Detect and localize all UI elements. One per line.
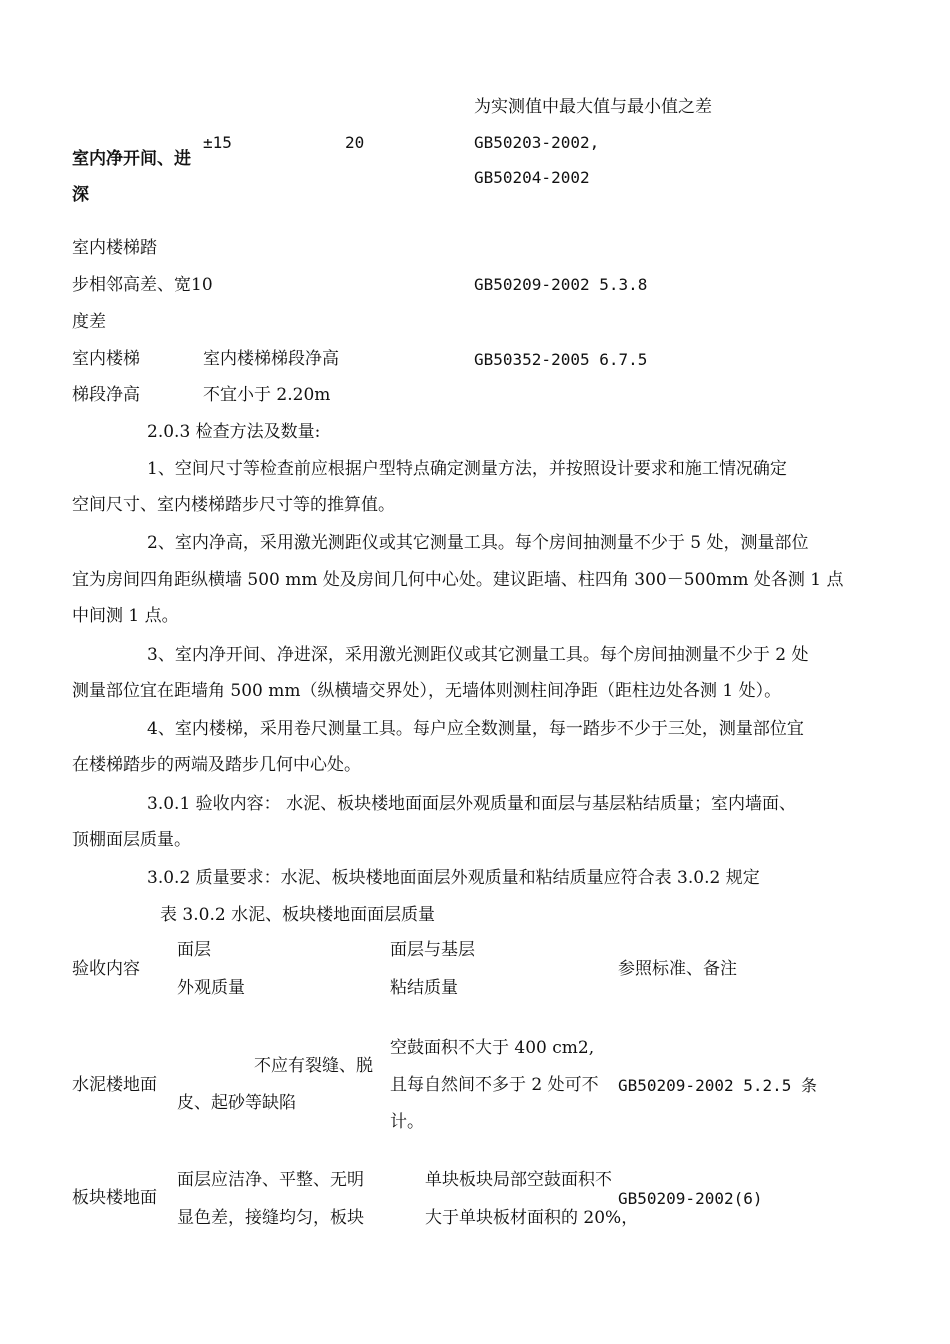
block-floor-label: 板块楼地面 — [72, 1188, 157, 1208]
block-appearance-2: 显色差，接缝均匀，板块 — [177, 1208, 364, 1228]
header-bond-1: 面层与基层 — [390, 940, 475, 960]
header-bond-2: 粘结质量 — [390, 978, 458, 998]
paragraph-4-line-2: 在楼梯踏步的两端及踏步几何中心处。 — [72, 755, 361, 775]
row1-item-label-2: 深 — [72, 185, 89, 205]
row3-requirement-1: 室内楼梯梯段净高 — [203, 349, 339, 369]
block-appearance-1: 面层应洁净、平整、无明 — [177, 1170, 364, 1190]
row1-tolerance: ±15 — [203, 133, 232, 152]
cement-bond-2: 且每自然间不多于 2 处可不 — [390, 1075, 599, 1095]
cement-bond-1: 空鼓面积不大于 400 cm2, — [390, 1038, 595, 1058]
cement-appearance-2: 皮、起砂等缺陷 — [177, 1093, 296, 1113]
row1-remark: 为实测值中最大值与最小值之差 — [474, 97, 712, 117]
paragraph-3-line-1: 3、室内净开间、净进深，采用激光测距仪或其它测量工具。每个房间抽测量不少于 2 处 — [147, 645, 809, 665]
row3-item-label-1: 室内楼梯 — [72, 349, 140, 369]
row1-standard-1: GB50203-2002, — [474, 133, 600, 152]
cement-bond-3: 计。 — [390, 1112, 424, 1132]
row3-item-label-2: 梯段净高 — [72, 385, 140, 405]
header-reference: 参照标准、备注 — [618, 959, 737, 979]
section-301-line-2: 顶棚面层质量。 — [72, 830, 191, 850]
section-302-text: 3.0.2 质量要求：水泥、板块楼地面面层外观质量和粘结质量应符合表 3.0.2 规定 — [147, 868, 760, 888]
row2-standard: GB50209-2002 5.3.8 — [474, 275, 648, 294]
paragraph-2-line-3: 中间测 1 点。 — [72, 606, 179, 626]
row3-requirement-2: 不宜小于 2.20m — [203, 385, 331, 405]
row2-item-label-2: 步相邻高差、宽10 — [72, 275, 213, 295]
header-appearance-2: 外观质量 — [177, 978, 245, 998]
row1-standard-2: GB50204-2002 — [474, 168, 590, 187]
row3-standard: GB50352-2005 6.7.5 — [474, 350, 648, 369]
paragraph-1-line-2: 空间尺寸、室内楼梯踏步尺寸等的推算值。 — [72, 495, 395, 515]
header-inspection-item: 验收内容 — [72, 959, 140, 979]
cement-floor-label: 水泥楼地面 — [72, 1075, 157, 1095]
paragraph-2-line-2: 宜为房间四角距纵横墙 500 mm 处及房间几何中心处。建议距墙、柱四角 300－500mm 处各测 1 点 — [72, 570, 844, 590]
row1-limit: 20 — [345, 133, 365, 152]
cement-standard: GB50209-2002 5.2.5 条 — [618, 1076, 818, 1095]
cement-appearance-1: 不应有裂缝、脱 — [254, 1056, 373, 1076]
paragraph-1-line-1: 1、空间尺寸等检查前应根据户型特点确定测量方法，并按照设计要求和施工情况确定 — [147, 459, 787, 479]
section-301-line-1: 3.0.1 验收内容： 水泥、板块楼地面面层外观质量和面层与基层粘结质量；室内墙面、 — [147, 794, 797, 814]
paragraph-2-line-1: 2、室内净高，采用激光测距仪或其它测量工具。每个房间抽测量不少于 5 处，测量部位 — [147, 533, 809, 553]
paragraph-4-line-1: 4、室内楼梯，采用卷尺测量工具。每户应全数测量，每一踏步不少于三处，测量部位宜 — [147, 719, 804, 739]
row2-item-label-3: 度差 — [72, 312, 106, 332]
paragraph-3-line-2: 测量部位宜在距墙角 500 mm（纵横墙交界处），无墙体则测柱间净距（距柱边处各测 1 处）。 — [72, 681, 782, 701]
table-302-caption: 表 3.0.2 水泥、板块楼地面面层质量 — [160, 905, 436, 925]
block-bond-1: 单块板块局部空鼓面积不 — [425, 1170, 612, 1190]
row2-item-label-1: 室内楼梯踏 — [72, 238, 157, 258]
header-appearance-1: 面层 — [177, 940, 211, 960]
section-203-heading: 2.0.3 检查方法及数量: — [147, 422, 321, 442]
row1-item-label-1: 室内净开间、进 — [72, 149, 191, 169]
block-standard: GB50209-2002(6) — [618, 1189, 763, 1208]
block-bond-2: 大于单块板材面积的 20%， — [425, 1208, 639, 1228]
